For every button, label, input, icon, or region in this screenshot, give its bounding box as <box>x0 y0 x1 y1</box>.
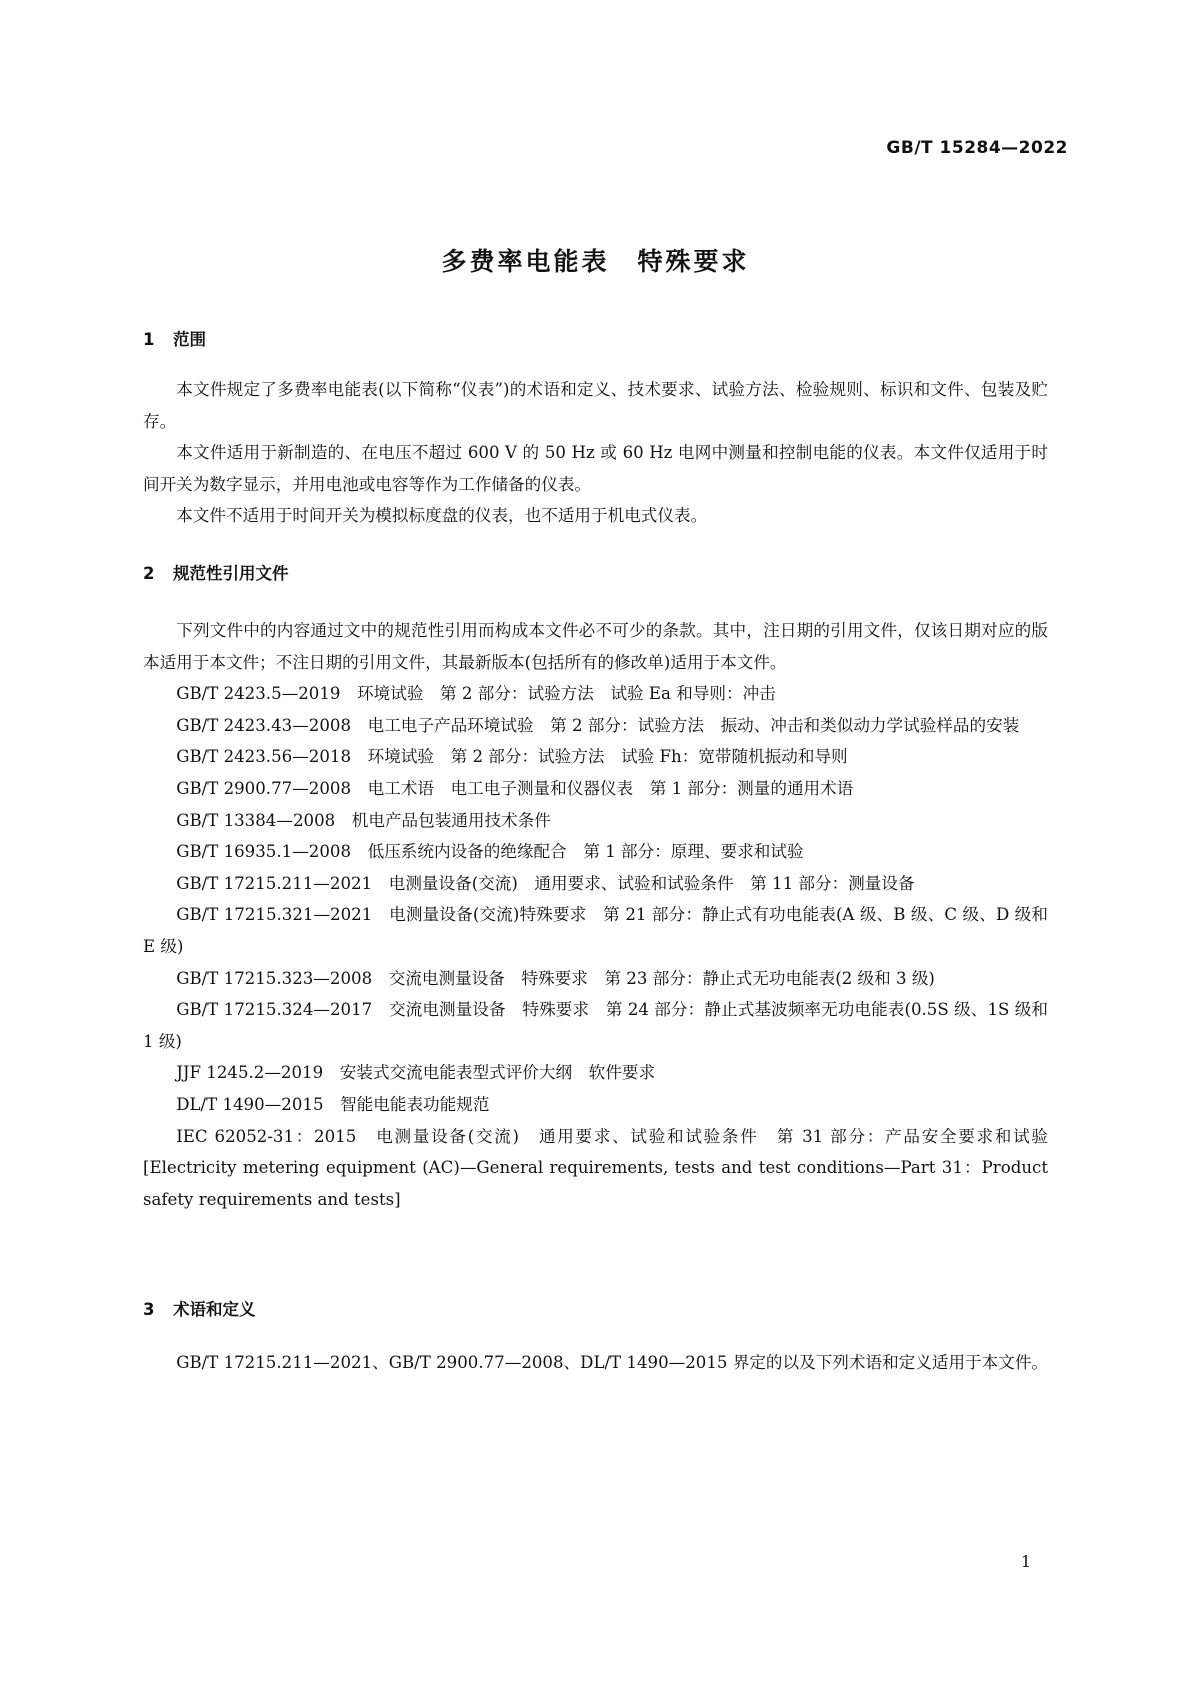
section-number: 2 <box>143 564 155 583</box>
reference-item: GB/T 2423.5—2019 环境试验 第 2 部分：试验方法 试验 Ea 和导则：冲击 <box>176 684 776 704</box>
reference-item: GB/T 16935.1—2008 低压系统内设备的绝缘配合 第 1 部分：原理、要求和试验 <box>176 842 804 862</box>
paragraph: 本文件适用于新制造的、在电压不超过 600 V 的 50 Hz 或 60 Hz 电网中测量和控制电能的仪表。本文件仅适用于时间开关为数字显示，并用电池或电容等作为工作储备的仪表。 <box>143 443 1048 494</box>
standard-code: GB/T 15284—2022 <box>886 138 1068 158</box>
section-1-body <box>143 374 1048 532</box>
reference-item: GB/T 13384—2008 机电产品包装通用技术条件 <box>176 810 551 830</box>
paragraph: GB/T 17215.211—2021、GB/T 2900.77—2008、DL/T 1490—2015 界定的以及下列术语和定义适用于本文件。 <box>176 1353 1049 1372</box>
page-number: 1 <box>1020 1552 1031 1571</box>
section-3-heading <box>143 1296 256 1320</box>
reference-item: GB/T 17215.323—2008 交流电测量设备 特殊要求 第 23 部分：静止式无功电能表(2 级和 3 级) <box>176 968 935 988</box>
reference-item: GB/T 17215.211—2021 电测量设备(交流) 通用要求、试验和试验条件 第 11 部分：测量设备 <box>176 873 915 893</box>
paragraph: 本文件规定了多费率电能表(以下简称“仪表”)的术语和定义、技术要求、试验方法、检验规则、标识和文件、包装及贮存。 <box>143 380 1048 431</box>
paragraph: 本文件不适用于时间开关为模拟标度盘的仪表，也不适用于机电式仪表。 <box>176 506 708 526</box>
section-title: 规范性引用文件 <box>173 564 289 583</box>
section-3-body <box>143 1347 1048 1379</box>
reference-item: DL/T 1490—2015 智能电能表功能规范 <box>176 1094 490 1114</box>
reference-item: GB/T 2423.56—2018 环境试验 第 2 部分：试验方法 试验 Fh：宽带随机振动和导则 <box>176 747 848 767</box>
reference-item: GB/T 2900.77—2008 电工术语 电工电子测量和仪器仪表 第 1 部分：测量的通用术语 <box>176 778 854 798</box>
reference-item: GB/T 17215.324—2017 交流电测量设备 特殊要求 第 24 部分：静止式基波频率无功电能表(0.5S 级、1S 级和 1 级) <box>143 1000 1048 1051</box>
section-2-heading <box>143 560 289 584</box>
reference-item: GB/T 2423.43—2008 电工电子产品环境试验 第 2 部分：试验方法 振动、冲击和类似动力学试验样品的安装 <box>176 715 1020 735</box>
section-number: 1 <box>143 330 155 349</box>
paragraph: 下列文件中的内容通过文中的规范性引用而构成本文件必不可少的条款。其中，注日期的引用文件，仅该日期对应的版本适用于本文件；不注日期的引用文件，其最新版本(包括所有的修改单)适用于本文件。 <box>143 621 1048 672</box>
section-title: 范围 <box>173 330 206 349</box>
section-1-heading <box>143 326 206 350</box>
reference-item: JJF 1245.2—2019 安装式交流电能表型式评价大纲 软件要求 <box>176 1063 656 1083</box>
section-number: 3 <box>143 1300 155 1319</box>
section-title: 术语和定义 <box>173 1300 256 1319</box>
reference-item: GB/T 17215.321—2021 电测量设备(交流)特殊要求 第 21 部分：静止式有功电能表(A 级、B 级、C 级、D 级和 E 级) <box>143 905 1048 956</box>
reference-item: IEC 62052-31：2015 电测量设备(交流) 通用要求、试验和试验条件 第 31 部分：产品安全要求和试验[Electricity metering equipment (AC)—General requirements, tests and test conditions—Part 31：Product safety requirements and tests] <box>143 1126 1048 1209</box>
section-2-body <box>143 615 1048 1215</box>
document-title: 多费率电能表 特殊要求 <box>441 247 750 276</box>
